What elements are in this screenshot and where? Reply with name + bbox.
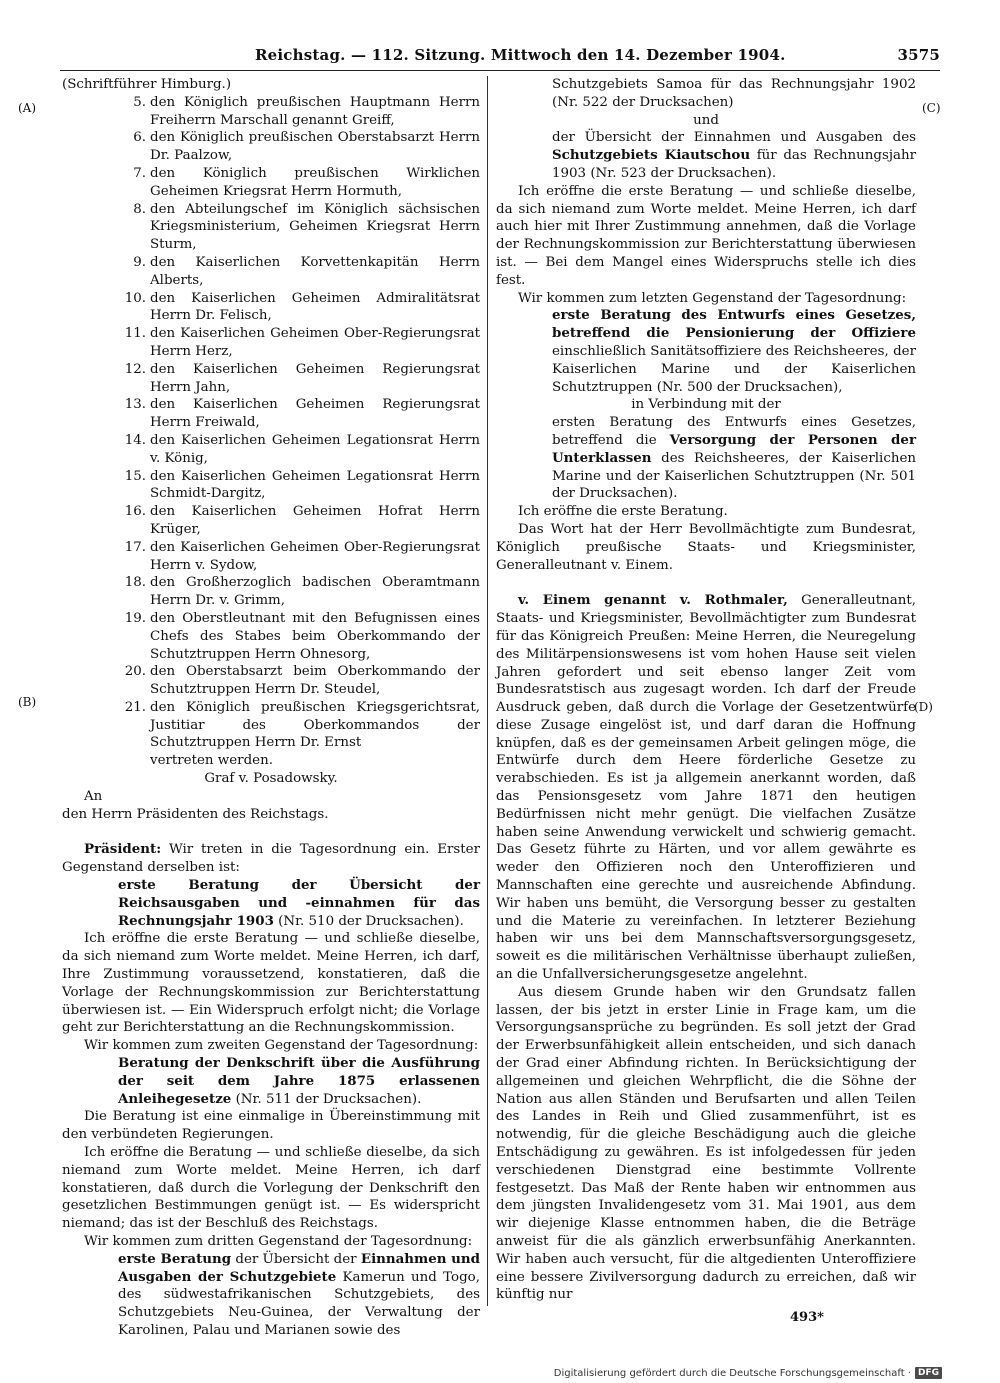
paragraph: Wir kommen zum letzten Gegenstand der Tagesordnung:: [518, 290, 907, 306]
agenda-item-2: Beratung der Denkschrift über die Ausführung der seit dem Jahre 1875 erlassenen Anleihegesetze (Nr. 511 der Drucksachen).: [118, 1055, 480, 1107]
list-item: 21. den Königlich preußischen Kriegsgerichtsrat, Justitiar des Oberkommandos der Schutztruppen Herrn Dr. Ernst: [124, 699, 480, 751]
page-header: [60, 46, 940, 70]
agenda-item-3-continued: Schutzgebiets Samoa für das Rechnungsjahr 1902 (Nr. 522 der Drucksachen): [552, 77, 916, 110]
margin-marker-c: (C): [922, 101, 941, 115]
secretary-note: (Schriftführer Himburg.): [62, 77, 232, 92]
margin-marker-b: (B): [18, 695, 37, 709]
list-item: 13. den Kaiserlichen Geheimen Regierungsrat Herrn Freiwald,: [124, 397, 480, 431]
margin-marker-a: (A): [18, 101, 37, 115]
list-item: 5. den Königlich preußischen Hauptmann Herrn Freiherrn Marschall genannt Greiff,: [133, 94, 480, 128]
left-column: [62, 76, 480, 1340]
paragraph: Ich eröffne die erste Beratung — und schließe dieselbe, da sich niemand zum Worte meldet. Meine Herren, ich darf, Ihre Zustimmung voraussetzend, konstatieren, daß die Vorlage der Rechnungskommission zur Berichterstattung überwiesen ist. — Ein Widerspruch erfolgt nicht; die Vorlage geht zur Berichterstattung an die Rechnungskommission.: [62, 931, 480, 1036]
paragraph: Wir kommen zum dritten Gegenstand der Tagesordnung:: [84, 1234, 473, 1249]
list-item: 9. den Kaiserlichen Korvettenkapitän Herrn Alberts,: [133, 254, 480, 288]
agenda-item-1: erste Beratung der Übersicht der Reichsausgaben und -einnahmen für das Rechnungsjahr 1903 (Nr. 510 der Drucksachen).: [118, 877, 480, 929]
paragraph: Aus diesem Grunde haben wir den Grundsatz fallen lassen, der bis jetzt in erster Linie in Frage kam, um die Versorgungsansprüche zu begründen. Es soll jetzt der Grad der Erwerbsunfähigkeit allein entscheiden, und sich danach der Grad einer Abfindung richten. In Berücksichtigung der allgemeinen und gleichen Wehrpflicht, die die Söhne der Nation aus allen Ständen und Berufsarten und allen Teilen des Landes in Reih und Glied zusammenführt, ist es notwendig, für die gleiche Beschädigung auch die gleiche Entschädigung zu gewähren. Es ist infolgedessen für jeden verschiedenen Dienstgrad eine bestimmte Vollrente festgesetzt. Das Maß der Rente haben wir entnommen aus dem jüngsten Invalidengesetz vom 31. Mai 1901, aus dem wir diejenige Klasse entnommen haben, die die Beträge anweist für die als gänzlich erwerbsunfähig Anerkannten. Wir haben auch versucht, für die altgedienten Unteroffiziere eine bessere Zivilversorgung dadurch zu erreichen, daß wir künftig nur: [496, 984, 916, 1303]
paragraph: Ich eröffne die Beratung — und schließe dieselbe, da sich niemand zum Worte meldet. Meine Herren, ich darf konstatieren, daß durch die Vorlegung der Denkschrift den gesetzlichen Bestimmungen genügt ist. — Es widerspricht niemand; das ist der Beschluß des Reichstags.: [62, 1145, 480, 1232]
speaker-label: Präsident:: [84, 841, 162, 858]
list-item: 19. den Oberstleutnant mit den Befugnissen eines Chefs des Stabes beim Oberkommando der Schutztruppen Herrn Ohnesorg,: [124, 610, 480, 662]
represented-text: vertreten werden.: [150, 753, 273, 769]
paragraph: Ich eröffne die erste Beratung — und schließe dieselbe, da sich niemand zum Worte meldet. Meine Herren, ich darf auch hier mit Ihrer Zustimmung annehmen, daß die Vorlage der Rechnungskommission zur Berichterstattung überwiesen ist. — Bei dem Mangel eines Widerspruchs stelle ich dies fest.: [496, 183, 916, 288]
right-column: [496, 76, 916, 1304]
agenda-item-3: erste Beratung der Übersicht der Einnahmen und Ausgaben der Schutzgebiete Kamerun und Togo, des südwestafrikanischen Schutzgebiets, des Schutzgebiets Neu-Guinea, der Verwaltung der Karolinen, Palau und Marianen sowie des: [118, 1250, 480, 1338]
list-item: 18. den Großherzoglich badischen Oberamtmann Herrn Dr. v. Grimm,: [124, 575, 480, 609]
agenda-item-4: erste Beratung des Entwurfs eines Gesetzes, betreffend die Pensionierung der Offiziere einschließlich Sanitätsoffiziere des Reichsheeres, der Kaiserlichen Marine und der Kaiserlichen Schutztruppen (Nr. 500 der Drucksachen),: [552, 307, 916, 395]
agenda-item-3-kiautschou: der Übersicht der Einnahmen und Ausgaben des Schutzgebiets Kiautschou für das Rechnungsjahr 1903 (Nr. 523 der Drucksachen).: [552, 130, 916, 181]
list-item: 8. den Abteilungschef im Königlich sächsischen Kriegsministerium, Geheimen Kriegsrat Herrn Sturm,: [133, 201, 480, 253]
list-item: 17. den Kaiserlichen Geheimen Ober-Regierungsrat Herrn v. Sydow,: [124, 539, 480, 573]
list-item: 14. den Kaiserlichen Geheimen Legationsrat Herrn v. König,: [124, 432, 480, 466]
dfg-logo: DFG: [915, 1367, 942, 1379]
sheet-signature: 493*: [790, 1310, 824, 1325]
representatives-list: [62, 94, 480, 752]
list-item: 6. den Königlich preußischen Oberstabsarzt Herrn Dr. Paalzow,: [133, 130, 480, 164]
addressee-line-1: An: [84, 788, 103, 804]
agenda-item-5: ersten Beratung des Entwurfs eines Gesetzes, betreffend die Versorgung der Personen der Unterklassen des Reichsheeres, der Kaiserlichen Marine und der Kaiserlichen Schutztruppen (Nr. 501 der Drucksachen).: [552, 415, 916, 502]
signature: Graf v. Posadowsky.: [204, 771, 338, 787]
connector: und: [693, 112, 719, 128]
list-item: 15. den Kaiserlichen Geheimen Legationsrat Herrn Schmidt-Dargitz,: [124, 468, 480, 502]
list-item: 12. den Kaiserlichen Geheimen Regierungsrat Herrn Jahn,: [124, 361, 480, 395]
page-number: 3575: [897, 46, 940, 64]
list-item: 16. den Kaiserlichen Geheimen Hofrat Herrn Krüger,: [124, 504, 480, 537]
margin-marker-d: (D): [914, 700, 933, 714]
header-title: Reichstag. — 112. Sitzung. Mittwoch den 14. Dezember 1904.: [255, 46, 786, 64]
list-item: 7. den Königlich preußischen Wirklichen Geheimen Kriegsrat Herrn Hormuth,: [133, 165, 480, 199]
connector: in Verbindung mit der: [631, 397, 781, 413]
footer-text: Digitalisierung gefördert durch die Deutsche Forschungsgemeinschaft ·: [553, 1367, 911, 1379]
column-divider: [487, 76, 488, 1306]
header-rule: [60, 70, 940, 71]
speaker-label: v. Einem genannt v. Rothmaler,: [518, 592, 788, 609]
list-item: 20. den Oberstabsarzt beim Oberkommando der Schutztruppen Herrn Dr. Steudel,: [124, 664, 480, 698]
addressee-line-2: den Herrn Präsidenten des Reichstags.: [62, 806, 329, 822]
paragraph: Ich eröffne die erste Beratung.: [518, 504, 728, 520]
footer: [554, 1367, 942, 1379]
list-item: 10. den Kaiserlichen Geheimen Admiralitätsrat Herrn Dr. Felisch,: [124, 290, 480, 324]
paragraph: Wir kommen zum zweiten Gegenstand der Tagesordnung:: [84, 1038, 479, 1054]
speech: v. Einem genannt v. Rothmaler, Generalleutnant, Staats- und Kriegsminister, Bevollmächtigter zum Bundesrat für das Königreich Preußen: Meine Herren, die Neuregelung des Militärpensionswesens ist vom hohen Hause seit vielen Jahren gefordert und seit ebenso langer Zeit vom Bundesratstisch aus zugesagt worden. Ich darf der Freude Ausdruck geben, daß durch die Vorlage der Gesetzentwürfe diese Zusage eingelöst ist, und darf daran die Hoffnung knüpfen, daß es der gemeinsamen Arbeit gelingen möge, die Entwürfe durch dem Heere förderliche Gesetze zu verabschieden. Es ist ja allgemein anerkannt worden, daß das Pensionsgesetz vom Jahre 1871 den heutigen Bedürfnissen nicht mehr genügt. Die vielfachen Zusätze haben seine Anwendung verwickelt und schwierig gemacht. Das Gesetz führte zu Härten, und vor allem gewährte es weder den Offizieren noch den Unteroffizieren und Mannschaften eine gerechte und ausreichende Abfindung. Wir haben uns bemüht, die Versorgung besser zu gestalten und die Materie zu vereinfachen. In letzterer Beziehung haben wir uns bei dem Mannschaftsversorgungsgesetz, soweit es die militärischen Verhältnisse überhaupt zuließen, an die Unfallversicherungsgesetze angelehnt.: [496, 592, 916, 983]
paragraph: Die Beratung ist eine einmalige in Übereinstimmung mit den verbündeten Regierungen.: [62, 1109, 480, 1143]
president-statement: Präsident: Wir treten in die Tagesordnung ein. Erster Gegenstand derselben ist:: [62, 841, 480, 876]
list-item: 11. den Kaiserlichen Geheimen Ober-Regierungsrat Herrn Herz,: [124, 326, 480, 359]
paragraph: Das Wort hat der Herr Bevollmächtigte zum Bundesrat, Königlich preußische Staats- und Kriegsminister, Generalleutnant v. Einem.: [496, 521, 916, 573]
